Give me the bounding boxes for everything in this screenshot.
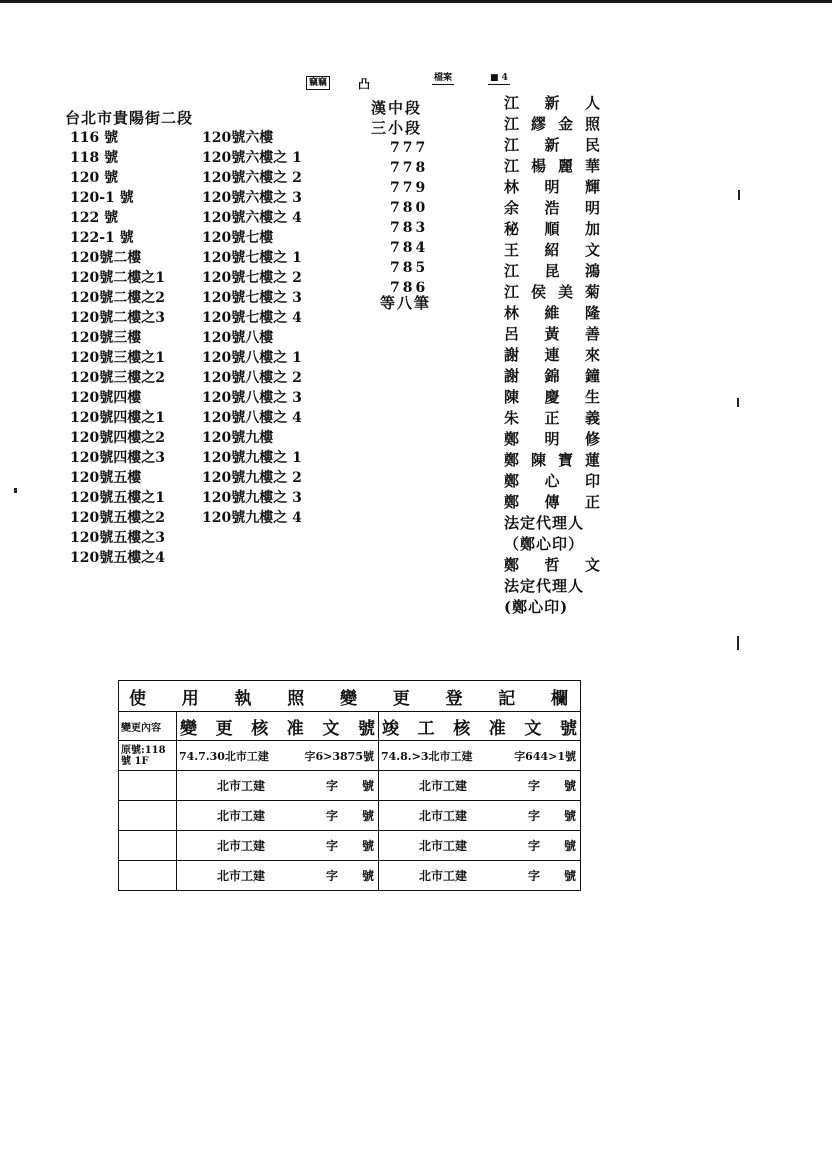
owner-list — [504, 93, 600, 618]
approval-prefix: 北市工建 — [217, 839, 266, 853]
char: 竣 — [382, 718, 399, 739]
completion-suffix: 字644>1號 — [514, 749, 577, 763]
approval-prefix: 74.7.30北市工建 — [179, 749, 269, 763]
address-item: 120號五樓之3 — [70, 530, 165, 546]
address-item: 120號四樓之1 — [70, 410, 165, 426]
address-item: 116 號 — [70, 130, 119, 146]
char: 鐘 — [584, 367, 600, 385]
owner-name — [504, 114, 600, 135]
char: 呂 — [504, 325, 520, 343]
owner-name — [504, 471, 600, 492]
completion-approval-cell — [379, 831, 581, 861]
char: 侯 — [530, 283, 546, 301]
address-item: 120號九樓之 2 — [202, 470, 302, 486]
char: 浩 — [544, 199, 560, 217]
char: 江 — [504, 157, 520, 175]
address-item: 122-1 號 — [70, 230, 134, 246]
change-content-cell — [119, 741, 177, 771]
char: 余 — [504, 199, 520, 217]
char: 隆 — [584, 304, 600, 322]
char: 鄭 — [504, 556, 520, 574]
char: 江 — [504, 283, 520, 301]
completion-suffix: 字 號 — [528, 869, 577, 883]
owner-name — [504, 555, 600, 576]
owner-name — [504, 135, 600, 156]
completion-approval-cell — [379, 771, 581, 801]
char: 來 — [584, 346, 600, 364]
address-item: 120號九樓之 4 — [202, 510, 302, 526]
address-item: 120號七樓之 1 — [202, 250, 302, 266]
char: 華 — [584, 157, 600, 175]
completion-prefix: 北市工建 — [419, 869, 468, 883]
char: 連 — [544, 346, 560, 364]
char: 謝 — [504, 367, 520, 385]
address-item: 120號二樓之3 — [70, 310, 165, 326]
address-item: 120號五樓之4 — [70, 550, 165, 566]
char: 紹 — [544, 241, 560, 259]
land-subsection: 三小段 — [371, 119, 423, 137]
lot-number: 778 — [390, 160, 429, 176]
address-item: 120號四樓 — [70, 390, 142, 406]
char: 慶 — [544, 388, 560, 406]
completion-approval-cell — [379, 861, 581, 891]
char: 金 — [557, 115, 573, 133]
char: 照 — [584, 115, 600, 133]
completion-approval-cell — [379, 741, 581, 771]
land-footer: 等八筆 — [380, 294, 432, 312]
char: 江 — [504, 262, 520, 280]
char: 義 — [584, 409, 600, 427]
char: 新 — [544, 94, 560, 112]
address-item: 120號四樓之3 — [70, 450, 165, 466]
char: 麗 — [557, 157, 573, 175]
registration-title — [119, 681, 581, 712]
completion-prefix: 北市工建 — [419, 779, 468, 793]
address-item: 120號六樓之 4 — [202, 210, 302, 226]
lot-number: 777 — [390, 140, 429, 156]
change-approval-cell — [177, 741, 379, 771]
owner-name — [504, 324, 600, 345]
owner-name — [504, 282, 600, 303]
completion-suffix: 字 號 — [528, 809, 577, 823]
char: 號 — [559, 718, 577, 739]
approval-suffix: 字 號 — [325, 779, 374, 793]
address-list-right — [202, 128, 302, 528]
completion-suffix: 字 號 — [528, 779, 577, 793]
address-item: 120號六樓之 3 — [202, 190, 302, 206]
char: 昆 — [544, 262, 560, 280]
agent-label: 法定代理人 — [504, 514, 585, 532]
char: 鴻 — [584, 262, 600, 280]
char: 江 — [504, 136, 520, 154]
address-item: 120號七樓之 3 — [202, 290, 302, 306]
scan-speck — [738, 190, 740, 200]
completion-prefix: 北市工建 — [419, 839, 468, 853]
lot-number: 783 — [390, 220, 429, 236]
char: 明 — [544, 178, 560, 196]
table-row — [119, 771, 581, 801]
address-item: 120-1 號 — [70, 190, 134, 206]
address-item: 120號八樓 — [202, 330, 274, 346]
lot-number: 780 — [390, 200, 429, 216]
owner-name — [504, 492, 600, 513]
owner-name — [504, 156, 600, 177]
char: 生 — [584, 388, 600, 406]
char: 錦 — [544, 367, 560, 385]
char: 寶 — [557, 451, 573, 469]
char: 楊 — [530, 157, 546, 175]
address-item: 120號八樓之 1 — [202, 350, 302, 366]
char: 鄭 — [504, 430, 520, 448]
approval-suffix: 字 號 — [325, 869, 374, 883]
address-item: 120號六樓之 2 — [202, 170, 302, 186]
char: 林 — [504, 178, 520, 196]
address-item: 120號九樓 — [202, 430, 274, 446]
char: 菊 — [584, 283, 600, 301]
scan-speck — [14, 488, 17, 493]
char: 更 — [392, 688, 410, 709]
table-row — [119, 801, 581, 831]
char: 用 — [181, 688, 199, 709]
char: 輝 — [584, 178, 600, 196]
owner-name — [504, 303, 600, 324]
address-item: 122 號 — [70, 210, 119, 226]
registration-table — [118, 680, 581, 891]
header-stamp-left: 竊竊 — [306, 76, 330, 90]
char: 江 — [504, 115, 520, 133]
address-item: 120號五樓 — [70, 470, 142, 486]
char: 變 — [340, 688, 357, 709]
char: 文 — [584, 241, 600, 259]
char: 善 — [584, 325, 600, 343]
char: 新 — [544, 136, 560, 154]
char: 號 — [357, 718, 375, 739]
completion-prefix: 北市工建 — [419, 809, 468, 823]
char: 照 — [287, 688, 305, 709]
char: 林 — [504, 304, 520, 322]
owner-name — [504, 387, 600, 408]
char: 文 — [322, 718, 340, 739]
change-approval-cell — [177, 861, 379, 891]
change-approval-cell — [177, 771, 379, 801]
char: 繆 — [530, 115, 546, 133]
address-item: 120號八樓之 3 — [202, 390, 302, 406]
approval-prefix: 北市工建 — [217, 809, 266, 823]
address-item: 120號二樓 — [70, 250, 142, 266]
address-item: 120號六樓之 1 — [202, 150, 302, 166]
char: 文 — [584, 556, 600, 574]
char: 使 — [129, 688, 146, 709]
char: 美 — [557, 283, 573, 301]
char: 准 — [286, 718, 304, 739]
owner-name — [504, 177, 600, 198]
address-item: 120號五樓之2 — [70, 510, 165, 526]
char: 陳 — [504, 388, 520, 406]
address-item: 120號六樓 — [202, 130, 274, 146]
address-item: 120號七樓 — [202, 230, 274, 246]
owner-name — [504, 450, 600, 471]
char: 鄭 — [504, 451, 520, 469]
char: 秘 — [504, 220, 520, 238]
char: 心 — [544, 472, 560, 490]
char: 核 — [453, 718, 471, 739]
char: 民 — [584, 136, 600, 154]
lot-number: 786 — [390, 280, 429, 296]
approval-prefix: 北市工建 — [217, 869, 266, 883]
address-item: 120號三樓之2 — [70, 370, 165, 386]
char: 朱 — [504, 409, 520, 427]
char: 鄭 — [504, 493, 520, 511]
owner-name — [504, 219, 600, 240]
char: 黃 — [544, 325, 560, 343]
address-item: 120號九樓之 1 — [202, 450, 302, 466]
char: 順 — [544, 220, 560, 238]
table-row — [119, 741, 581, 771]
char: 明 — [544, 430, 560, 448]
char: 准 — [488, 718, 506, 739]
owner-name — [504, 240, 600, 261]
header-completion-approval — [379, 712, 581, 741]
char: 人 — [584, 94, 600, 112]
change-approval-cell — [177, 831, 379, 861]
owner-name — [504, 429, 600, 450]
char: 傳 — [544, 493, 560, 511]
char: 正 — [584, 493, 600, 511]
header-stamp-right-b: ■ 4 — [490, 73, 508, 83]
header-change-approval — [177, 712, 379, 741]
address-item: 120號三樓之1 — [70, 350, 165, 366]
char: 加 — [584, 220, 600, 238]
char: 維 — [544, 304, 560, 322]
char: 核 — [251, 718, 269, 739]
address-title: 台北市貴陽街二段 — [65, 109, 194, 127]
char: 執 — [234, 688, 252, 709]
owner-name — [504, 93, 600, 114]
change-content-line: 原號:118 — [121, 744, 166, 756]
change-content-cell — [119, 801, 177, 831]
char: 王 — [504, 241, 520, 259]
completion-suffix: 字 號 — [528, 839, 577, 853]
completion-approval-cell — [379, 801, 581, 831]
char: 明 — [584, 199, 600, 217]
address-item: 120號五樓之1 — [70, 490, 165, 506]
agent-name: (鄭心印) — [504, 598, 569, 616]
owner-name — [504, 345, 600, 366]
address-list-left — [70, 128, 165, 568]
address-item: 120號四樓之2 — [70, 430, 165, 446]
lot-number-list — [390, 138, 428, 298]
address-item: 120號二樓之1 — [70, 270, 165, 286]
char: 陳 — [530, 451, 546, 469]
change-content-cell — [119, 831, 177, 861]
approval-suffix: 字6>3875號 — [304, 749, 374, 763]
owner-name — [504, 366, 600, 387]
owner-name — [504, 198, 600, 219]
address-item: 118 號 — [70, 150, 119, 166]
owner-name — [504, 261, 600, 282]
lot-number: 779 — [390, 180, 429, 196]
address-item: 120 號 — [70, 170, 119, 186]
change-content-cell — [119, 861, 177, 891]
approval-suffix: 字 號 — [325, 839, 374, 853]
char: 正 — [544, 409, 560, 427]
lot-number: 785 — [390, 260, 429, 276]
address-item: 120號八樓之 2 — [202, 370, 302, 386]
address-item: 120號七樓之 4 — [202, 310, 302, 326]
agent-name: （鄭心印） — [504, 535, 585, 553]
address-item: 120號三樓 — [70, 330, 142, 346]
change-content-cell — [119, 771, 177, 801]
char: 變 — [180, 718, 197, 739]
char: 修 — [584, 430, 600, 448]
owner-name — [504, 408, 600, 429]
address-item: 120號二樓之2 — [70, 290, 165, 306]
scan-speck — [737, 636, 739, 650]
char: 更 — [215, 718, 233, 739]
header-stamp-mid: 凸 — [358, 77, 371, 91]
char: 鄭 — [504, 472, 520, 490]
address-item: 120號八樓之 4 — [202, 410, 302, 426]
char: 哲 — [544, 556, 560, 574]
scan-speck — [737, 398, 739, 407]
char: 工 — [417, 718, 435, 739]
char: 蓮 — [584, 451, 600, 469]
char: 謝 — [504, 346, 520, 364]
lot-number: 784 — [390, 240, 429, 256]
char: 欄 — [551, 688, 568, 709]
completion-prefix: 74.8.>3北市工建 — [381, 749, 473, 763]
scan-edge-artifact — [0, 0, 832, 3]
change-approval-cell — [177, 801, 379, 831]
char: 江 — [504, 94, 520, 112]
header-change-content: 變更內容 — [119, 712, 177, 741]
char: 記 — [498, 688, 516, 709]
approval-suffix: 字 號 — [325, 809, 374, 823]
char: 印 — [584, 472, 600, 490]
land-section: 漢中段 — [371, 99, 423, 117]
approval-prefix: 北市工建 — [217, 779, 266, 793]
change-content-line: 號 1F — [121, 755, 149, 767]
table-row — [119, 861, 581, 891]
char: 文 — [524, 718, 542, 739]
address-item: 120號九樓之 3 — [202, 490, 302, 506]
agent-label: 法定代理人 — [504, 577, 585, 595]
char: 登 — [445, 688, 463, 709]
address-item: 120號七樓之 2 — [202, 270, 302, 286]
table-row — [119, 831, 581, 861]
header-stamp-right-a: 檔案 — [434, 73, 453, 83]
